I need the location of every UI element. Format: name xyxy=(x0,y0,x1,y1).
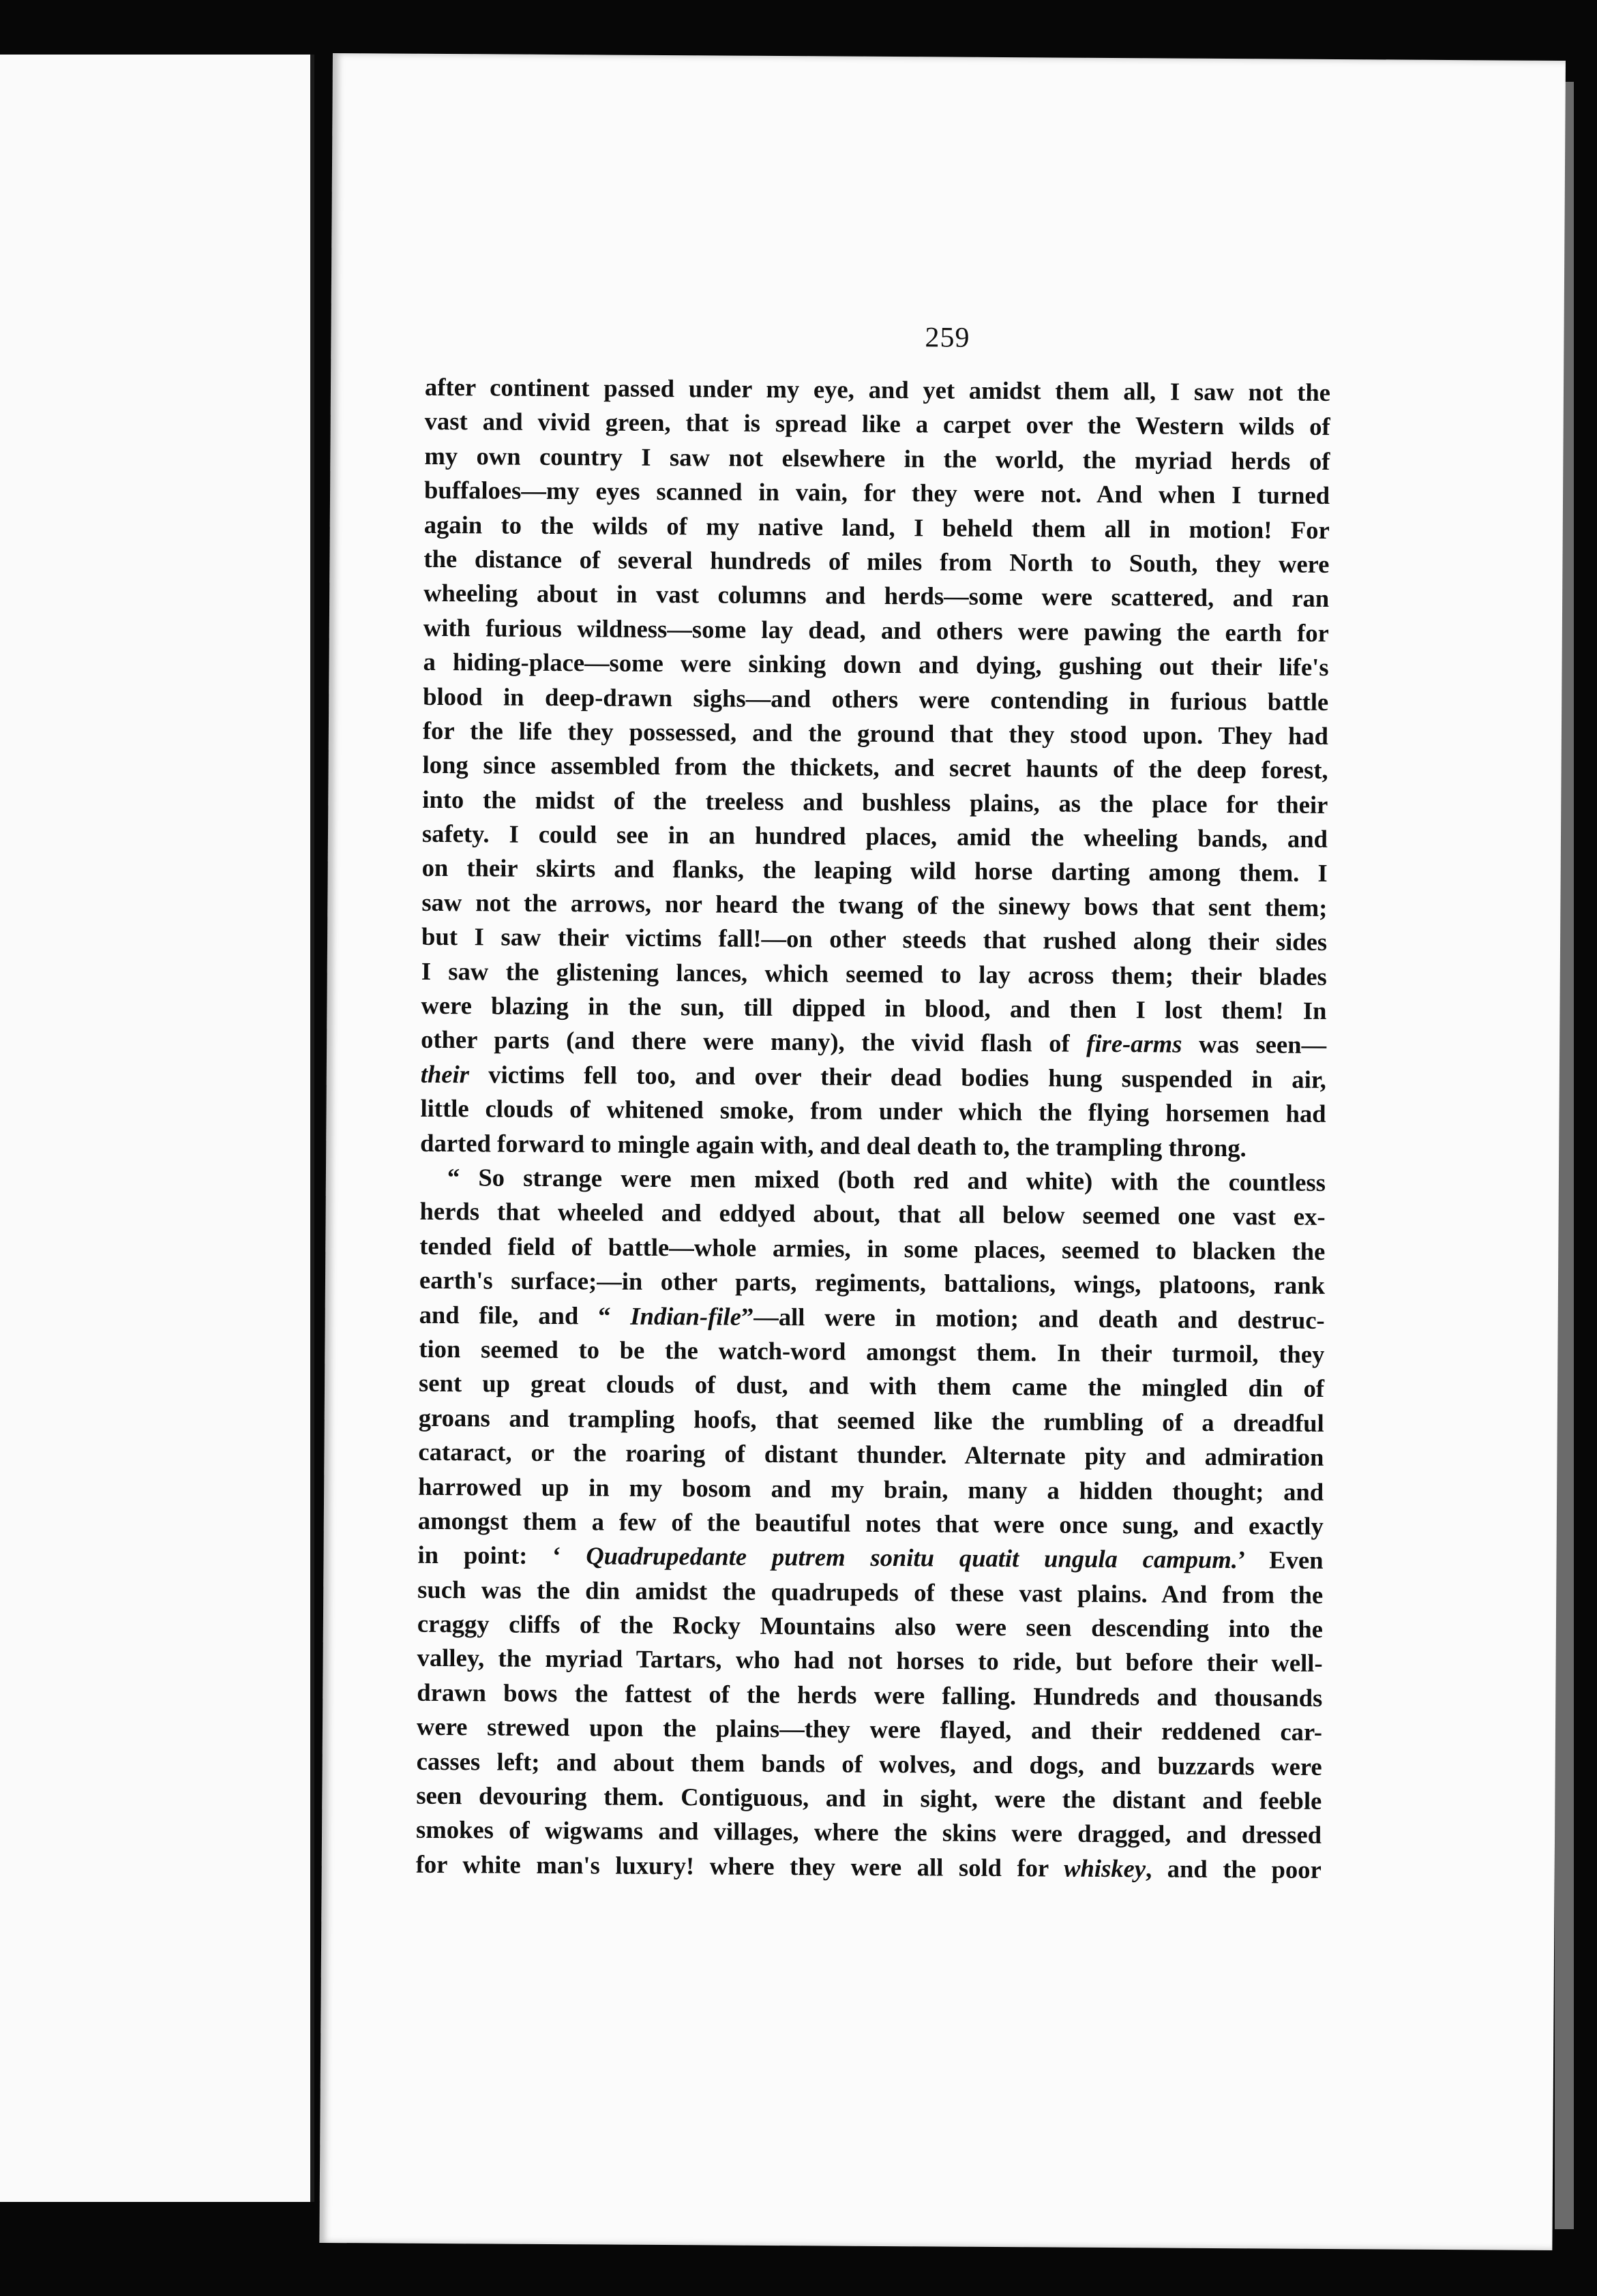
text-line xyxy=(425,404,1330,444)
text-segment: herds that wheeled and eddyed about, that all below seemed one vast ex- xyxy=(419,1197,1326,1231)
italic-text: Quadrupedante putrem sonitu quatit ungula campum. xyxy=(586,1541,1238,1574)
text-segment: a hiding-place—some were sinking down and dying, gushing out their life's xyxy=(423,647,1329,682)
text-line xyxy=(417,1744,1322,1784)
text-line xyxy=(420,1126,1326,1166)
text-line xyxy=(422,783,1328,823)
text-line xyxy=(423,542,1329,582)
text-segment: for white man's luxury! where they were all sold for xyxy=(415,1849,1064,1882)
text-segment: my own country I saw not elsewhere in the world, the myriad herds of xyxy=(424,441,1330,475)
italic-text: their xyxy=(420,1059,470,1089)
text-segment: amongst them a few of the beautiful notes that were once sung, and exactly xyxy=(417,1506,1324,1540)
text-segment: , and the poor xyxy=(1145,1854,1322,1884)
text-line xyxy=(421,954,1327,994)
text-segment: casses left; and about them bands of wolves, and dogs, and buzzards were xyxy=(416,1747,1322,1781)
text-line xyxy=(419,1366,1324,1406)
text-segment: were strewed upon the plains—they were flayed, and their reddened car- xyxy=(416,1712,1323,1747)
text-line xyxy=(418,1469,1324,1509)
text-line xyxy=(416,1813,1322,1853)
text-line xyxy=(423,611,1329,651)
text-segment: valley, the myriad Tartars, who had not horses to ride, but before their well- xyxy=(417,1644,1323,1678)
text-segment: drawn bows the fattest of the herds were falling. Hundreds and thousands xyxy=(417,1678,1323,1712)
text-line xyxy=(422,817,1328,857)
text-segment: “ So strange were men mixed (both red and white) with the countless xyxy=(447,1163,1326,1196)
text-line xyxy=(423,714,1328,754)
text-segment: cataract, or the roaring of distant thunder. Alternate pity and admiration xyxy=(418,1437,1324,1472)
text-segment: wheeling about in vast columns and herds—some were scattered, and ran xyxy=(423,579,1330,613)
text-line xyxy=(421,1057,1326,1098)
text-segment: smokes of wigwams and villages, where the skins were dragged, and dressed xyxy=(415,1815,1322,1849)
text-line xyxy=(423,576,1329,616)
text-segment: ’ Even xyxy=(1237,1545,1324,1575)
page-number: 259 xyxy=(925,322,970,354)
text-line xyxy=(417,1710,1322,1750)
text-segment: I saw the glistening lances, which seemed to lay across them; their blades xyxy=(421,956,1327,991)
text-segment: and file, and “ xyxy=(419,1300,631,1330)
text-segment: safety. I could see in an hundred places, amid the wheeling bands, and xyxy=(421,819,1328,854)
text-segment: but I saw their victims fall!—on other steeds that rushed along their sides xyxy=(421,922,1328,956)
text-line xyxy=(417,1538,1323,1578)
text-line xyxy=(424,439,1330,479)
text-segment: tended field of battle—whole armies, in some places, seemed to blacken the xyxy=(419,1231,1326,1265)
text-segment: seen devouring them. Contiguous, and in sight, were the distant and feeble xyxy=(416,1781,1322,1815)
text-segment: harrowed up in my bosom and my brain, many a hidden thought; and xyxy=(418,1472,1324,1506)
text-line xyxy=(416,1847,1322,1888)
text-segment: ”—all were in motion; and death and destruc- xyxy=(741,1302,1325,1334)
text-line xyxy=(425,370,1330,410)
text-segment: other parts (and there were many), the vivid flash of xyxy=(421,1025,1087,1058)
text-line xyxy=(421,886,1327,926)
text-segment: earth's surface;—in other parts, regiments, battalions, wings, platoons, rank xyxy=(419,1265,1326,1300)
text-line xyxy=(417,1607,1323,1647)
text-line xyxy=(417,1641,1322,1681)
italic-text: Indian-file xyxy=(630,1301,742,1331)
text-segment: for the life they possessed, and the ground that they stood upon. They had xyxy=(422,716,1329,750)
text-line xyxy=(418,1435,1324,1475)
text-line xyxy=(418,1504,1324,1544)
text-line xyxy=(423,679,1328,719)
left-facing-page xyxy=(0,55,314,2202)
text-line xyxy=(416,1779,1322,1819)
text-segment: darted forward to mingle again with, and deal death to, the trampling throng. xyxy=(420,1128,1247,1162)
text-segment: the distance of several hundreds of miles from North to South, they were xyxy=(423,544,1330,578)
text-segment: into the midst of the treeless and bushless plains, as the place for their xyxy=(422,785,1328,819)
text-line xyxy=(421,988,1326,1029)
text-segment: buffaloes—my eyes scanned in vain, for they were not. And when I turned xyxy=(423,476,1330,510)
text-line xyxy=(417,1676,1322,1716)
text-segment: on their skirts and flanks, the leaping wild horse darting among them. I xyxy=(421,854,1328,888)
body-text xyxy=(416,370,1331,1887)
italic-text: fire-arms xyxy=(1086,1029,1182,1059)
book-page xyxy=(319,53,1566,2250)
text-segment: sent up great clouds of dust, and with them came the mingled din of xyxy=(418,1369,1325,1403)
text-segment: in point: ‘ xyxy=(417,1541,586,1570)
text-segment: vast and vivid green, that is spread like a carpet over the Western wilds of xyxy=(424,407,1330,441)
text-segment: long since assembled from the thickets, and secret haunts of the deep forest, xyxy=(422,751,1328,785)
text-line xyxy=(422,851,1328,891)
text-segment: again to the wilds of my native land, I beheld them all in motion! For xyxy=(423,510,1330,544)
text-segment: with furious wildness—some lay dead, and others were pawing the earth for xyxy=(423,613,1329,647)
text-line xyxy=(421,1023,1326,1063)
text-line xyxy=(419,1297,1325,1338)
text-line xyxy=(422,748,1328,788)
text-line xyxy=(421,920,1327,960)
text-segment: tion seemed to be the watch-word amongst them. In their turmoil, they xyxy=(419,1334,1325,1368)
text-segment: such was the din amidst the quadrupeds of these vast plains. And from the xyxy=(417,1575,1324,1609)
text-line xyxy=(424,507,1330,547)
text-segment: craggy cliffs of the Rocky Mountains also were seen descending into the xyxy=(417,1609,1324,1643)
italic-text: whiskey xyxy=(1064,1854,1146,1883)
text-segment: saw not the arrows, nor heard the twang of the sinewy bows that sent them; xyxy=(421,888,1328,922)
text-line xyxy=(424,473,1330,513)
text-segment: little clouds of whitened smoke, from under which the flying horsemen had xyxy=(420,1094,1326,1128)
text-line xyxy=(420,1091,1326,1132)
text-line xyxy=(423,645,1328,685)
text-segment: groans and trampling hoofs, that seemed like the rumbling of a dreadful xyxy=(418,1403,1324,1437)
text-line xyxy=(419,1332,1324,1372)
text-line xyxy=(419,1263,1325,1303)
text-line xyxy=(419,1194,1325,1235)
text-line xyxy=(420,1160,1326,1200)
text-segment: was seen— xyxy=(1182,1030,1327,1059)
text-segment: victims fell too, and over their dead bodies hung suspended in air, xyxy=(468,1060,1326,1093)
text-segment: after continent passed under my eye, and yet amidst them all, I saw not the xyxy=(424,372,1331,406)
text-segment: were blazing in the sun, till dipped in blood, and then I lost them! In xyxy=(421,991,1327,1025)
text-line xyxy=(417,1572,1323,1612)
text-line xyxy=(419,1401,1324,1441)
text-segment: blood in deep-drawn sighs—and others were contending in furious battle xyxy=(423,682,1329,716)
text-line xyxy=(419,1229,1325,1269)
